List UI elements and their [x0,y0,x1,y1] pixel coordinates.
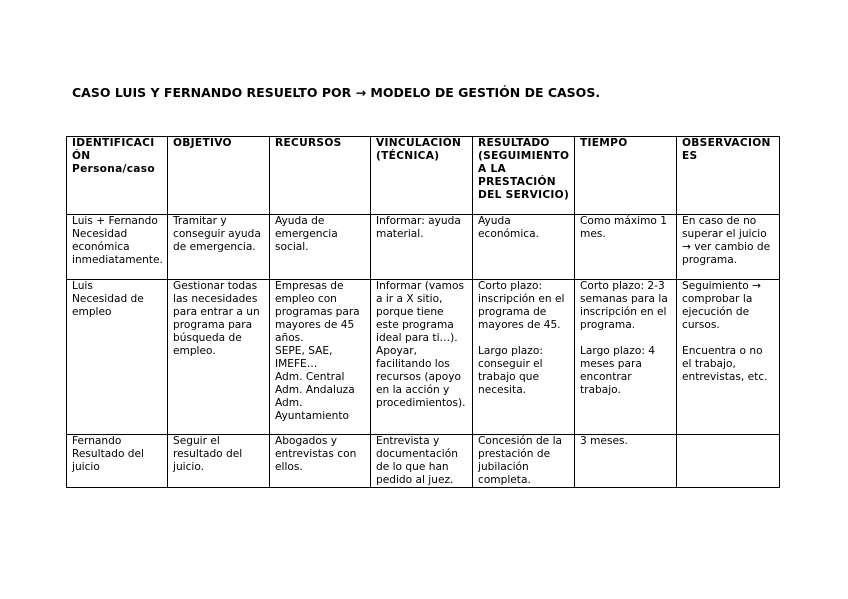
cell-tiempo: Como máximo 1 mes. [575,215,677,280]
table-header-row [67,137,780,215]
cell-resultado: Ayuda económica. [473,215,575,280]
cell-tiempo: Corto plazo: 2-3 semanas para la inscripción en el programa. Largo plazo: 4 meses para encontrar trabajo. [575,280,677,435]
cell-vinculacion: Informar (vamos a ir a X sitio, porque tiene este programa ideal para ti…). Apoyar, facilitando los recursos (apoyo en la acción y procedimientos). [371,280,473,435]
cell-resultado: Corto plazo: inscripción en el programa de mayores de 45. Largo plazo: conseguir el trabajo que necesita. [473,280,575,435]
cell-resultado: Concesión de la prestación de jubilación completa. [473,435,575,488]
header-identificacion: IDENTIFICACIÓN Persona/caso [67,137,168,215]
header-recursos: RECURSOS [270,137,371,215]
cell-tiempo: 3 meses. [575,435,677,488]
header-tiempo: TIEMPO [575,137,677,215]
cell-recursos: Empresas de empleo con programas para mayores de 45 años. SEPE, SAE, IMEFE… Adm. Central Adm. Andaluza Adm. Ayuntamiento [270,280,371,435]
cell-recursos: Abogados y entrevistas con ellos. [270,435,371,488]
cell-identificacion: Luis Necesidad de empleo [67,280,168,435]
cell-objetivo: Seguir el resultado del juicio. [168,435,270,488]
cell-vinculacion: Entrevista y documentación de lo que han pedido al juez. [371,435,473,488]
header-resultado: RESULTADO (SEGUIMIENTO A LA PRESTACIÓN DEL SERVICIO) [473,137,575,215]
cell-recursos: Ayuda de emergencia social. [270,215,371,280]
cell-identificacion: Luis + Fernando Necesidad económica inmediatamente. [67,215,168,280]
case-management-table [66,136,780,488]
cell-observaciones: En caso de no superar el juicio → ver cambio de programa. [677,215,780,280]
cell-objetivo: Tramitar y conseguir ayuda de emergencia. [168,215,270,280]
cell-objetivo: Gestionar todas las necesidades para entrar a un programa para búsqueda de empleo. [168,280,270,435]
cell-identificacion: Fernando Resultado del juicio [67,435,168,488]
table-row [67,280,780,435]
header-vinculacion: VINCULACIÓN (TÉCNICA) [371,137,473,215]
table-row [67,435,780,488]
header-objetivo: OBJETIVO [168,137,270,215]
table-row [67,215,780,280]
document-title: CASO LUIS Y FERNANDO RESUELTO POR → MODELO DE GESTIÓN DE CASOS. [72,85,601,100]
header-observaciones: OBSERVACIONES [677,137,780,215]
cell-vinculacion: Informar: ayuda material. [371,215,473,280]
cell-observaciones: Seguimiento → comprobar la ejecución de cursos. Encuentra o no el trabajo, entrevistas, etc. [677,280,780,435]
cell-observaciones [677,435,780,488]
